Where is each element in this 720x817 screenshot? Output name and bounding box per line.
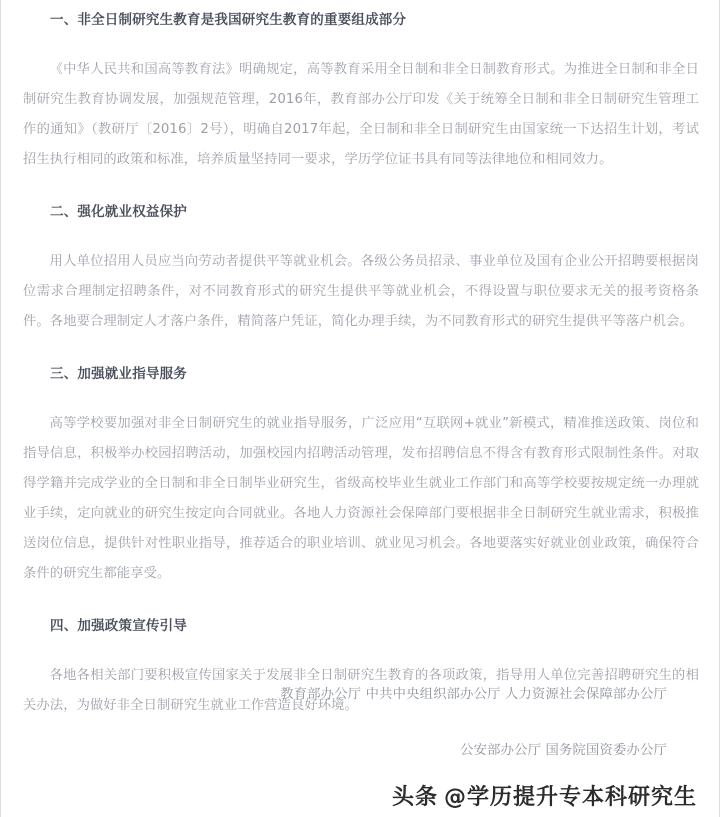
signature-block <box>1 684 720 762</box>
section-heading-2: 二、强化就业权益保护 <box>50 204 187 220</box>
document-section-3 <box>23 363 699 589</box>
document-content <box>1 0 720 721</box>
spacer <box>23 31 699 55</box>
watermark-handle: @学历提升专本科研究生 <box>443 785 697 810</box>
section-body-2: 用人单位招用人员应当向劳动者提供平等就业机会。各级公务员招录、事业单位及国有企业公开招聘要根据岗位需求合理制定招聘条件，对不同教育形式的研究生提供平等就业机会，不得设置与职位要求无关的报考资格条件。各地要合理制定人才落户条件，精简落户凭证，简化办理手续，为不同教育形式的研究生提供平等落户机会。 <box>23 254 699 329</box>
section-body-4: 各地各相关部门要积极宣传国家关于发展非全日制研究生教育的各项政策，指导用人单位完善招聘研究生的相关办法，为做好非全日制研究生就业工作营造良好环境。 <box>23 668 699 713</box>
spacer <box>23 637 699 661</box>
section-body-1: 《中华人民共和国高等教育法》明确规定，高等教育采用全日制和非全日制教育形式。为推进全日制和非全日制研究生教育协调发展，加强规范管理，2016年，教育部办公厅印发《关于统筹全日制和非全日制研究生管理工作的通知》（教研厅〔2016〕2号），明确自2017年起，全日制和非全日制研究生由国家统一下达招生计划，考试招生执行相同的政策和标准，培养质量坚持同一要求，学历学位证书具有同等法律地位和相同效力。 <box>23 62 699 167</box>
spacer <box>23 175 699 201</box>
signature-line-2: 公安部办公厅 国务院国资委办公厅 <box>460 743 667 758</box>
document-section-2 <box>23 201 699 337</box>
section-heading-3: 三、加强就业指导服务 <box>50 366 187 382</box>
spacer <box>23 223 699 247</box>
document-section-1 <box>23 9 699 175</box>
watermark-platform: 头条 <box>391 785 438 810</box>
spacer <box>23 589 699 615</box>
section-body-3: 高等学校要加强对非全日制研究生的就业指导服务，广泛应用“互联网+就业”新模式，精准推送政策、岗位和指导信息，积极举办校园招聘活动，加强校园内招聘活动管理，发布招聘信息不得含有教育形式限制性条件。对取得学籍并完成学业的全日制和非全日制毕业研究生，省级高校毕业生就业工作部门和高等学校要按规定统一办理就业手续，定向就业的研究生按定向合同就业。各地人力资源社会保障部门要根据非全日制研究生就业需求，积极推送岗位信息，提供针对性职业指导，推荐适合的职业培训、就业见习机会。各地要落实好就业创业政策，确保符合条件的研究生都能享受。 <box>23 416 699 581</box>
signature-line-1: 教育部办公厅 中共中央组织部办公厅 人力资源社会保障部办公厅 <box>280 687 667 702</box>
section-heading-1: 一、非全日制研究生教育是我国研究生教育的重要组成部分 <box>50 12 407 28</box>
watermark <box>1 780 720 811</box>
spacer <box>23 337 699 363</box>
spacer <box>23 385 699 409</box>
section-heading-4: 四、加强政策宣传引导 <box>50 618 187 634</box>
